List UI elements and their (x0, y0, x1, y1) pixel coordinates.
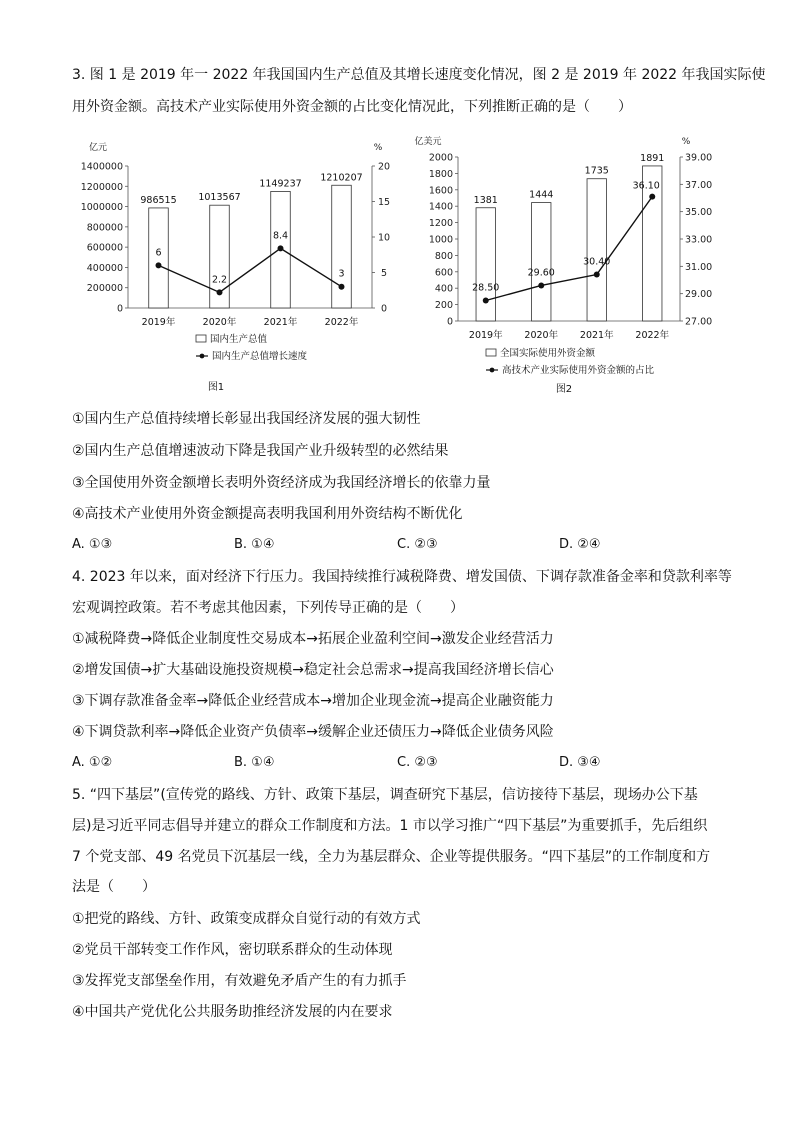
legend-line-label: 国内生产总值增长速度 (212, 351, 308, 362)
right-tick-label: 29.00 (685, 289, 713, 301)
q4-item-2: ②增发国债→扩大基础设施投资规模→稳定社会总需求→提高我国经济增长信心 (72, 662, 554, 678)
legend-line-marker (200, 354, 205, 359)
legend-bar-label: 国内生产总值 (210, 334, 268, 345)
line-point (339, 284, 345, 290)
category-label: 2021年 (579, 330, 614, 341)
left-tick-label: 800 (434, 250, 453, 262)
left-tick-label: 2000 (428, 152, 453, 164)
left-tick-label: 0 (116, 303, 123, 315)
left-tick-label: 200 (434, 300, 453, 312)
left-tick-label: 1400000 (80, 161, 123, 173)
bar-data-label: 1444 (529, 189, 554, 201)
line-data-label: 36.10 (632, 180, 660, 192)
line-data-label: 3 (338, 268, 345, 280)
category-label: 2019年 (468, 330, 503, 341)
q4-option-c[interactable]: C. ②③ (397, 755, 438, 770)
right-tick-label: 35.00 (685, 207, 713, 219)
category-label: 2019年 (141, 317, 176, 328)
line-data-label: 28.50 (472, 282, 500, 294)
left-tick-label: 1800 (428, 168, 453, 180)
right-tick-label: 15 (377, 197, 391, 208)
figure-caption: 图2 (555, 384, 573, 395)
q5-item-4: ④中国共产党优化公共服务助推经济发展的内在要求 (72, 1004, 393, 1020)
q3-option-c[interactable]: C. ②③ (397, 537, 438, 552)
right-tick-label: 27.00 (685, 316, 713, 328)
left-tick-label: 200000 (86, 283, 123, 295)
bar-data-label: 986515 (140, 194, 177, 206)
q4-item-3: ③下调存款准备金率→降低企业经营成本→增加企业现金流→提高企业融资能力 (72, 693, 554, 709)
q3-item-4: ④高技术产业使用外资金额提高表明我国利用外资结构不断优化 (72, 506, 463, 522)
q3-stem-line-2: 用外资金额。高技术产业实际使用外资金额的占比变化情况此，下列推断正确的是（ ） (72, 99, 632, 115)
q4-item-4: ④下调贷款利率→降低企业资产负债率→缓解企业还债压力→降低企业债务风险 (72, 724, 554, 740)
line-data-label: 6 (155, 247, 162, 259)
line-data-label: 2.2 (211, 274, 228, 286)
left-axis-unit: 亿美元 (414, 137, 442, 147)
bar (532, 203, 551, 321)
q4-option-d[interactable]: D. ③④ (559, 755, 601, 770)
q3-option-a[interactable]: A. ①③ (72, 537, 113, 552)
q3-item-2: ②国内生产总值增速波动下降是我国产业升级转型的必然结果 (72, 443, 449, 459)
left-tick-label: 1200000 (80, 181, 123, 193)
q3-stem-line-1: 3. 图 1 是 2019 年一 2022 年我国国内生产总值及其增长速度变化情况，图 2 是 2019 年 2022 年我国实际使 (72, 67, 766, 83)
q5-stem-line-4: 法是（ ） (72, 879, 156, 895)
line-data-label: 8.4 (272, 230, 289, 242)
q5-item-2: ②党员干部转变工作作风，密切联系群众的生动体现 (72, 942, 393, 958)
bar-data-label: 1210207 (320, 172, 363, 184)
right-tick-label: 10 (377, 232, 391, 244)
q5-stem-line-1: 5. “四下基层”(宣传党的路线、方针、政策下基层，调查研究下基层，信访接待下基层，现场办公下基 (72, 787, 698, 803)
left-tick-label: 0 (446, 316, 453, 328)
bar-data-label: 1381 (473, 194, 498, 206)
left-tick-label: 1400 (428, 201, 453, 213)
left-tick-label: 400000 (86, 262, 123, 274)
line-point (156, 262, 162, 268)
left-tick-label: 600 (434, 267, 453, 279)
left-axis-unit: 亿元 (88, 143, 108, 153)
right-axis-unit: % (681, 137, 691, 147)
right-tick-label: 39.00 (685, 152, 713, 164)
left-tick-label: 1000000 (80, 202, 123, 214)
category-label: 2021年 (263, 317, 298, 328)
right-tick-label: 5 (380, 268, 388, 279)
line-series (486, 197, 653, 301)
q3-item-3: ③全国使用外资金额增长表明外资经济成为我国经济增长的依靠力量 (72, 475, 491, 491)
bar-data-label: 1013567 (198, 192, 241, 204)
line-series (159, 248, 345, 292)
left-tick-label: 1000 (428, 234, 453, 246)
right-tick-label: 31.00 (685, 261, 713, 273)
left-tick-label: 800000 (86, 222, 123, 234)
left-tick-label: 600000 (86, 242, 123, 254)
chart-1-gdp (72, 138, 402, 403)
q5-stem-line-2: 层)是习近平同志倡导并建立的群众工作制度和方法。1 市以学习推广“四下基层”为重要抓手，先后组织 (72, 818, 708, 834)
right-tick-label: 33.00 (685, 234, 713, 246)
line-point (217, 289, 223, 295)
category-label: 2022年 (635, 330, 670, 341)
left-tick-label: 1200 (428, 218, 453, 230)
line-point (649, 194, 655, 200)
legend-line-label: 高技术产业实际使用外资金额的占比 (502, 365, 655, 376)
q3-option-b[interactable]: B. ①④ (234, 537, 275, 552)
q4-option-b[interactable]: B. ①④ (234, 755, 275, 770)
q5-item-1: ①把党的路线、方针、政策变成群众自觉行动的有效方式 (72, 911, 421, 927)
line-point (594, 272, 600, 278)
category-label: 2022年 (324, 317, 359, 328)
left-tick-label: 400 (434, 283, 453, 295)
legend-bar-swatch (196, 335, 206, 342)
bar-data-label: 1149237 (259, 178, 302, 190)
line-point (483, 298, 489, 304)
right-tick-label: 37.00 (685, 179, 713, 191)
bar-data-label: 1735 (584, 165, 609, 177)
q4-stem-line-2: 宏观调控政策。若不考虑其他因素，下列传导正确的是（ ） (72, 600, 464, 616)
q5-stem-line-3: 7 个党支部、49 名党员下沉基层一线，全力为基层群众、企业等提供服务。“四下基层”的工作制度和方 (72, 849, 711, 865)
bar (587, 179, 606, 321)
figure-caption: 图1 (207, 382, 225, 393)
left-tick-label: 1600 (428, 185, 453, 197)
q5-item-3: ③发挥党支部堡垒作用，有效避免矛盾产生的有力抓手 (72, 973, 407, 989)
right-tick-label: 0 (380, 303, 388, 315)
line-point (538, 282, 544, 288)
line-data-label: 29.60 (527, 267, 555, 279)
legend-line-marker (490, 368, 495, 373)
q3-item-1: ①国内生产总值持续增长彰显出我国经济发展的强大韧性 (72, 411, 421, 427)
legend-bar-label: 全国实际使用外资金额 (500, 348, 596, 359)
q4-item-1: ①减税降费→降低企业制度性交易成本→拓展企业盈利空间→激发企业经营活力 (72, 631, 554, 647)
right-tick-label: 20 (377, 161, 391, 173)
bar-data-label: 1891 (640, 152, 665, 164)
legend-bar-swatch (486, 349, 496, 356)
q3-option-d[interactable]: D. ②④ (559, 537, 601, 552)
line-point (278, 245, 284, 251)
category-label: 2020年 (524, 330, 559, 341)
bar (476, 208, 495, 321)
q4-stem-line-1: 4. 2023 年以来，面对经济下行压力。我国持续推行减税降费、增发国债、下调存款准备金率和贷款利率等 (72, 569, 732, 585)
chart-2-foreign-investment (406, 130, 736, 403)
right-axis-unit: % (373, 143, 383, 153)
category-label: 2020年 (202, 317, 237, 328)
q4-option-a[interactable]: A. ①② (72, 755, 113, 770)
line-data-label: 30.40 (583, 256, 611, 268)
